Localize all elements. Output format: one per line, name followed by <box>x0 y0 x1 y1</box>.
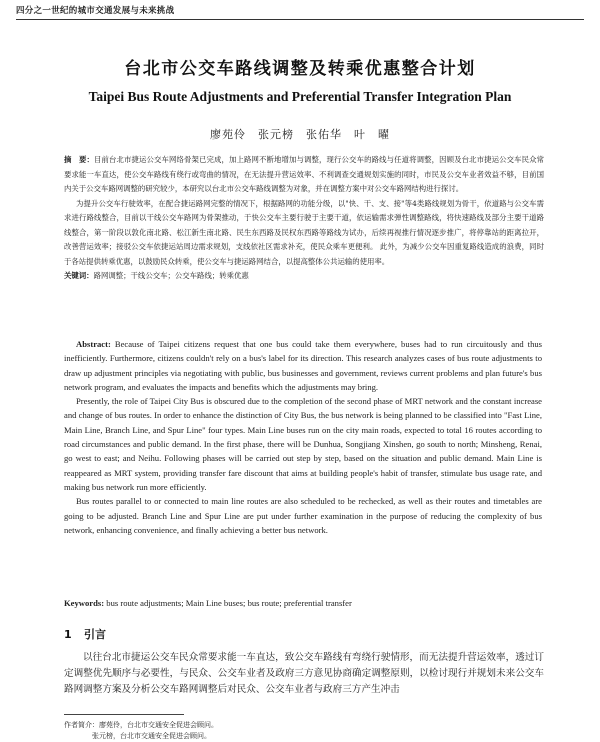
abstract-chinese <box>64 153 544 284</box>
abstract-chinese-para1: 目前台北市捷运公交车网络骨架已完成，加上路网不断地增加与调整，现行公交车的路线与任道将调整，因顾及台北市捷运公交车民众常要求能一车直达，使公交车路线有绕行或弯曲的情况，在无法提升营运效率、不利调查交通规划实施的同时，市民及公交车业者效益不够，目前国内关于公交车路网调整的研究较少，本研究以台北市公交车路线调整为对象，并在调整方案中对公交车路网结构进行探讨。 <box>64 155 544 193</box>
section-heading-intro <box>64 626 106 642</box>
footnote-author-1: 作者简介：廖苑伶，台北市交通安全促进会顾问。 <box>64 721 218 729</box>
author-list: 廖苑伶 张元榜 张佑华 叶 曜 <box>210 128 390 141</box>
keywords-english-label: Keywords: <box>64 598 105 608</box>
keywords-chinese: 路网调整；干线公交车；公交车路线；转乘优惠 <box>93 271 249 280</box>
abstract-chinese-label: 摘 要： <box>64 155 95 164</box>
abstract-english-para1 <box>64 337 542 394</box>
section-number: 1 <box>64 628 72 641</box>
header-divider <box>16 19 584 20</box>
abstract-english-para3: Bus routes parallel to or connected to main line routes are also scheduled to be rechecked, as well as their routes and timetables are going to be adjusted. Branch Line and Spur Line are put under further examination in the purpose of reducing the complexity of bus network, enhancing convenience, and finally achieving a better bus network. <box>64 496 542 535</box>
footnote-author-2: 张元榜，台北市交通安全促进会顾问。 <box>92 732 211 740</box>
footnote-divider <box>64 714 184 715</box>
section-intro-text: 以往台北市捷运公交车民众常要求能一车直达，致公交车路线有弯绕行驶情形，而无法提升营运效率，透过订定调整优先顺序与必要性，与民众、公交车业者及政府三方意见协商确定调整原则，以检讨现行并规划未来公交车路网调整方案及分析公交车路网调整后对民众、公交车业者与政府三方产生冲击 <box>64 652 544 695</box>
running-header: 四分之一世纪的城市交通发展与未来挑战 <box>16 6 175 16</box>
abstract-english <box>64 337 542 537</box>
paper-title-chinese: 台北市公交车路线调整及转乘优惠整合计划 <box>124 59 476 79</box>
keywords-english-text: bus route adjustments; Main Line buses; bus route; preferential transfer <box>106 598 352 608</box>
keywords-chinese-label: 关键词： <box>64 271 94 280</box>
paper-title-english: Taipei Bus Route Adjustments and Preferential Transfer Integration Plan <box>88 89 512 104</box>
section-title: 引言 <box>84 628 106 641</box>
keywords-english <box>64 596 564 610</box>
abstract-chinese-para3: 此外，为减少公交车因重复路线造成的浪费，同时于各站提供转乘优惠，以鼓励民众转乘，使公交车与捷运路网结合，以提高整体公共运输的使用率。 <box>64 242 544 266</box>
abstract-english-label: Abstract: <box>76 339 111 349</box>
abstract-english-para1-text: Because of Taipei citizens request that one bus could take them everywhere, buses had to run circuitously and thus inefficiently. Furthermore, citizens couldn't rely on a bus's label for its direction. This research analyzes cases of bus route adjustments to draw up adjustment principles via negotiating with public, bus businesses and government, reviews current problems and plan future's bus network program, and evaluates the impacts and benefits which the adjustments may bring. <box>64 339 543 392</box>
abstract-english-para2: Presently, the role of Taipei City Bus is obscured due to the completion of the second phase of MRT network and the constant increase and change of bus routes. In order to enhance the distinction of City Bus, the bus network is being planned to be classified into "Fast Line, Main Line, Branch Line, and Spur Line" four types. Main Line buses run on the city main roads, expected to total 16 routes according to road circumstances and public demand. In the first phase, there will be Dunhua, Songjiang Xinshen, go south to north; Minsheng, Renai, go west to east; and Neihu. Following phases will be carried out step by step, based on the situation and public demand. Main Line is reappeared as MRT system, providing transfer fare discount that aims at building people's habit of transfer, stimulate bus usage rate, and making bus network run more efficiently. <box>64 396 542 492</box>
abstract-chinese-para2: 为提升公交车行驶效率，在配合捷运路网完整的情况下，根据路网的功能分级，以"快、干、支、接"等4类路线规划为骨干，依道路与公交车需求进行路线整合，目前以干线公交车路网为骨架推动，于快公交车主要行驶于主要干道，依运输需求弹性调整路线，将快速路线及部分主要干道路线整合，第一阶段以敦化南北路、松江新生南北路、民生东西路及民权东西路等路线为试办，后续再视推行情况逐步推广，将停靠站的距离拉开，改善营运效率；接驳公交车依捷运站周边需求规划，支线依社区需求补充，使民众乘车更便利。 <box>64 198 544 251</box>
